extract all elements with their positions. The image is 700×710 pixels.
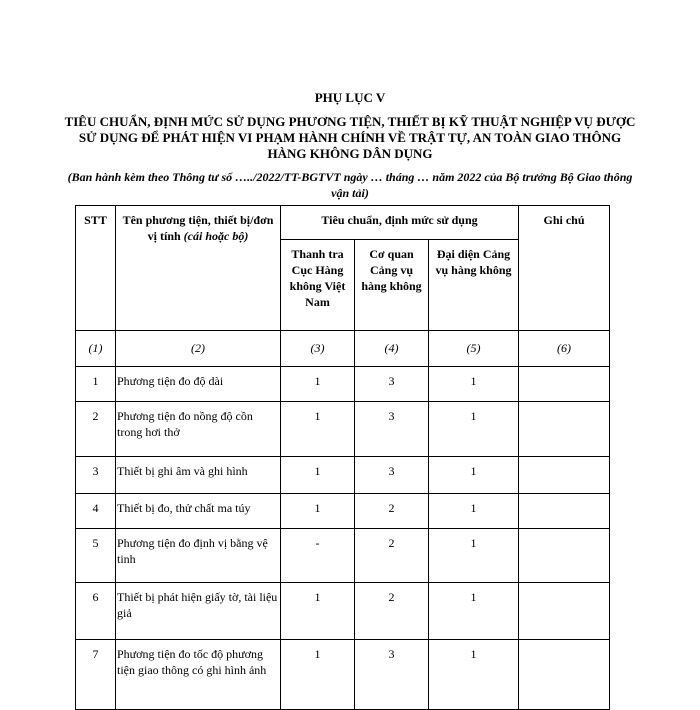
row-name: Phương tiện đo nồng độ cồn trong hơi thở (116, 402, 281, 457)
row-stt: 5 (76, 529, 116, 583)
row-name: Thiết bị phát hiện giấy tờ, tài liệu giả (116, 583, 281, 640)
index-cell: (4) (355, 331, 429, 367)
row-stt: 4 (76, 494, 116, 529)
row-port-authority: 3 (355, 367, 429, 402)
index-cell: (1) (76, 331, 116, 367)
index-cell: (3) (281, 331, 355, 367)
issued-note: (Ban hành kèm theo Thông tư số …../2022/TT-BGTVT ngày … tháng … năm 2022 của Bộ trưởng Bộ Giao thông vận tải) (67, 170, 633, 200)
header-port-representative: Đại diện Cảng vụ hàng không (429, 240, 519, 331)
table-row (76, 457, 610, 494)
row-port-representative: 1 (429, 494, 519, 529)
table-row (76, 640, 610, 710)
document-title: TIÊU CHUẨN, ĐỊNH MỨC SỬ DỤNG PHƯƠNG TIỆN, THIẾT BỊ KỸ THUẬT NGHIỆP VỤ ĐƯỢC SỬ DỤNG ĐỂ PHÁT HIỆN VI PHẠM HÀNH CHÍNH VỀ TRẬT TỰ, AN TOÀN GIAO THÔNG HÀNG KHÔNG DÂN DỤNG (64, 114, 636, 161)
index-cell: (5) (429, 331, 519, 367)
row-name: Phương tiện đo độ dài (116, 367, 281, 402)
row-inspectorate: 1 (281, 402, 355, 457)
row-stt: 6 (76, 583, 116, 640)
norms-table (75, 205, 610, 710)
row-notes (519, 529, 610, 583)
header-name-unit: (cái hoặc bộ) (183, 229, 249, 243)
header-stt: STT (76, 206, 116, 331)
row-stt: 1 (76, 367, 116, 402)
row-notes (519, 640, 610, 710)
row-port-representative: 1 (429, 640, 519, 710)
header-norms: Tiêu chuẩn, định mức sử dụng (281, 206, 519, 240)
row-stt: 7 (76, 640, 116, 710)
row-port-representative: 1 (429, 402, 519, 457)
header-port-authority: Cơ quan Cảng vụ hàng không (355, 240, 429, 331)
row-inspectorate: 1 (281, 583, 355, 640)
table-row (76, 402, 610, 457)
header-inspectorate: Thanh tra Cục Hàng không Việt Nam (281, 240, 355, 331)
row-notes (519, 402, 610, 457)
row-name: Thiết bị ghi âm và ghi hình (116, 457, 281, 494)
row-inspectorate: 1 (281, 367, 355, 402)
index-cell: (6) (519, 331, 610, 367)
row-port-authority: 3 (355, 640, 429, 710)
header-name (116, 206, 281, 331)
row-inspectorate: 1 (281, 457, 355, 494)
row-port-authority: 3 (355, 402, 429, 457)
table-row (76, 583, 610, 640)
appendix-label: PHỤ LỤC V (314, 90, 386, 105)
header-notes: Ghi chú (519, 206, 610, 331)
row-port-authority: 2 (355, 529, 429, 583)
row-inspectorate: 1 (281, 640, 355, 710)
row-stt: 3 (76, 457, 116, 494)
row-port-representative: 1 (429, 583, 519, 640)
row-port-representative: 1 (429, 529, 519, 583)
row-inspectorate: - (281, 529, 355, 583)
row-inspectorate: 1 (281, 494, 355, 529)
index-cell: (2) (116, 331, 281, 367)
row-port-authority: 2 (355, 494, 429, 529)
row-port-representative: 1 (429, 367, 519, 402)
row-notes (519, 457, 610, 494)
table-row (76, 367, 610, 402)
row-name: Phương tiện đo tốc độ phương tiện giao thông có ghi hình ảnh (116, 640, 281, 710)
row-port-authority: 3 (355, 457, 429, 494)
row-name: Thiết bị đo, thử chất ma túy (116, 494, 281, 529)
row-notes (519, 494, 610, 529)
row-notes (519, 367, 610, 402)
row-name: Phương tiện đo định vị bằng vệ tinh (116, 529, 281, 583)
row-port-representative: 1 (429, 457, 519, 494)
table-row (76, 494, 610, 529)
row-stt: 2 (76, 402, 116, 457)
row-notes (519, 583, 610, 640)
table-row (76, 529, 610, 583)
row-port-authority: 2 (355, 583, 429, 640)
header-name-main: Tên phương tiện, thiết bị/đơn vị tính (122, 213, 274, 243)
